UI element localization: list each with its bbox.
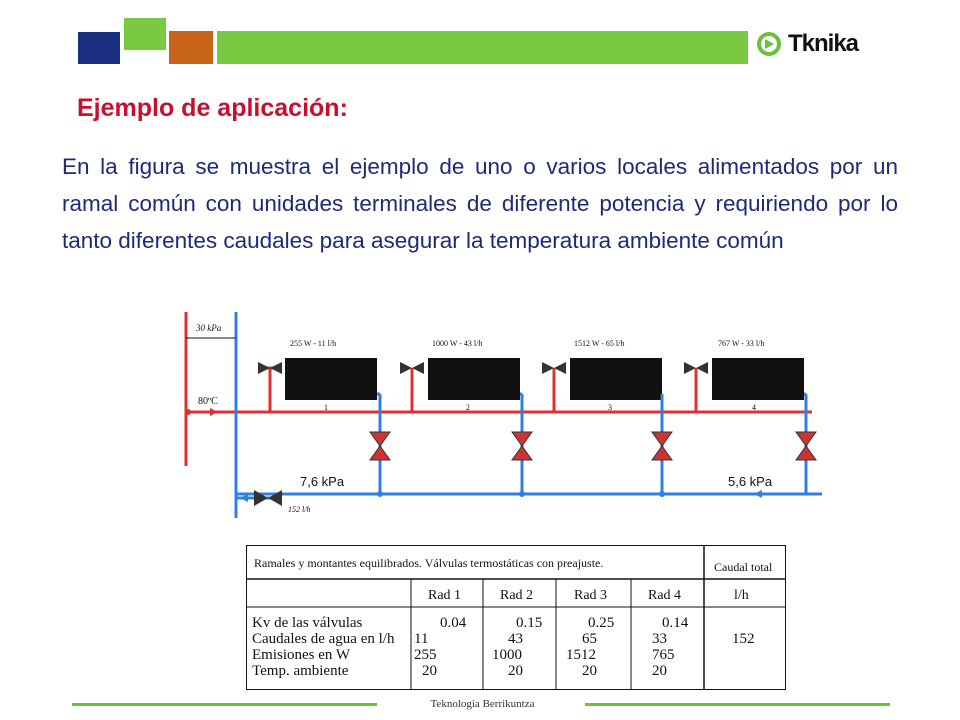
slide-title: Ejemplo de aplicación: (77, 94, 348, 122)
return-pressure-right: 5,6 kPa (728, 474, 773, 489)
footer-line-right (585, 703, 890, 706)
cell-total-caudal: 152 (732, 631, 755, 647)
table-col-rad2: Rad 2 (500, 588, 534, 603)
return-flow-label: 152 l/h (288, 505, 311, 514)
header-square-navy (78, 32, 120, 64)
header-square-green (124, 18, 166, 50)
cell-emision-rad2: 1000 (492, 647, 522, 663)
cell-caudal-rad4: 33 (652, 631, 667, 647)
balancing-table (246, 545, 786, 690)
radiator-4-lockshield-icon (796, 432, 816, 460)
radiator-3-body (570, 358, 662, 400)
footer-text: Teknologia Berrikuntza (430, 698, 535, 710)
pressure-top-label: 30 kPa (196, 323, 222, 333)
radiator-2-number: 2 (466, 403, 470, 412)
radiator-4 (684, 339, 816, 494)
supply-arrow-icon (210, 408, 218, 416)
table-col-rad1: Rad 1 (428, 588, 462, 603)
table-caption: Ramales y montantes equilibrados. Válvulas termostáticas con preajuste. (254, 556, 604, 570)
cell-emision-rad1: 255 (414, 647, 437, 663)
radiator-1-body (285, 358, 377, 400)
radiator-2-lockshield-icon (512, 432, 532, 460)
supply-temp-label: 80ºC (198, 396, 218, 407)
cell-caudal-rad1: 11 (414, 631, 429, 647)
heating-circuit-diagram (150, 308, 850, 528)
cell-temp-rad1: 20 (422, 663, 437, 679)
radiator-1-label: 255 W - 11 l/h (290, 339, 337, 348)
row-label-emisiones: Emisiones en W (252, 647, 351, 663)
cell-temp-rad3: 20 (582, 663, 597, 679)
return-pressure-left: 7,6 kPa (300, 474, 345, 489)
balancing-valve-icon (254, 490, 282, 506)
radiator-4-body (712, 358, 804, 400)
logo-text: Tknika (788, 30, 859, 57)
table-total-header: Caudal total (714, 560, 773, 574)
radiator-1-lockshield-icon (370, 432, 390, 460)
cell-kv-rad3: 0.25 (588, 615, 615, 631)
radiator-4-label: 767 W - 33 l/h (718, 339, 765, 348)
cell-kv-rad1: 0.04 (440, 615, 467, 631)
table-col-rad4: Rad 4 (648, 588, 682, 603)
radiator-3-number: 3 (608, 403, 612, 412)
row-label-temp: Temp. ambiente (252, 663, 349, 679)
row-label-caudales: Caudales de agua en l/h (252, 631, 395, 647)
header-bar-green (217, 31, 748, 64)
footer-line-left (72, 703, 377, 706)
slide-body-text: En la figura se muestra el ejemplo de uno o varios locales alimentados por un ramal común con unidades terminales de diferente potencia y requiriendo por lo tanto diferentes caudales para asegurar la temperatura ambiente común (62, 154, 898, 253)
radiator-3-label: 1512 W - 65 l/h (574, 339, 625, 348)
radiator-4-number: 4 (752, 403, 756, 412)
radiator-1-number: 1 (324, 403, 328, 412)
cell-temp-rad2: 20 (508, 663, 523, 679)
cell-caudal-rad3: 65 (582, 631, 597, 647)
cell-kv-rad4: 0.14 (662, 615, 689, 631)
cell-caudal-rad2: 43 (508, 631, 523, 647)
cell-kv-rad2: 0.15 (516, 615, 543, 631)
radiator-2-label: 1000 W - 43 l/h (432, 339, 483, 348)
supply-inlet-dot (185, 409, 191, 415)
row-label-kv: Kv de las válvulas (252, 615, 363, 631)
cell-temp-rad4: 20 (652, 663, 667, 679)
cell-emision-rad4: 765 (652, 647, 675, 663)
radiator-2 (400, 339, 532, 497)
radiator-3 (542, 339, 672, 497)
radiator-3-lockshield-icon (652, 432, 672, 460)
return-right-arrow-icon (754, 490, 762, 498)
table-col-rad3: Rad 3 (574, 588, 608, 603)
header-square-orange (169, 31, 213, 64)
radiator-2-body (428, 358, 520, 400)
table-total-unit: l/h (734, 588, 749, 603)
cell-emision-rad3: 1512 (566, 647, 596, 663)
